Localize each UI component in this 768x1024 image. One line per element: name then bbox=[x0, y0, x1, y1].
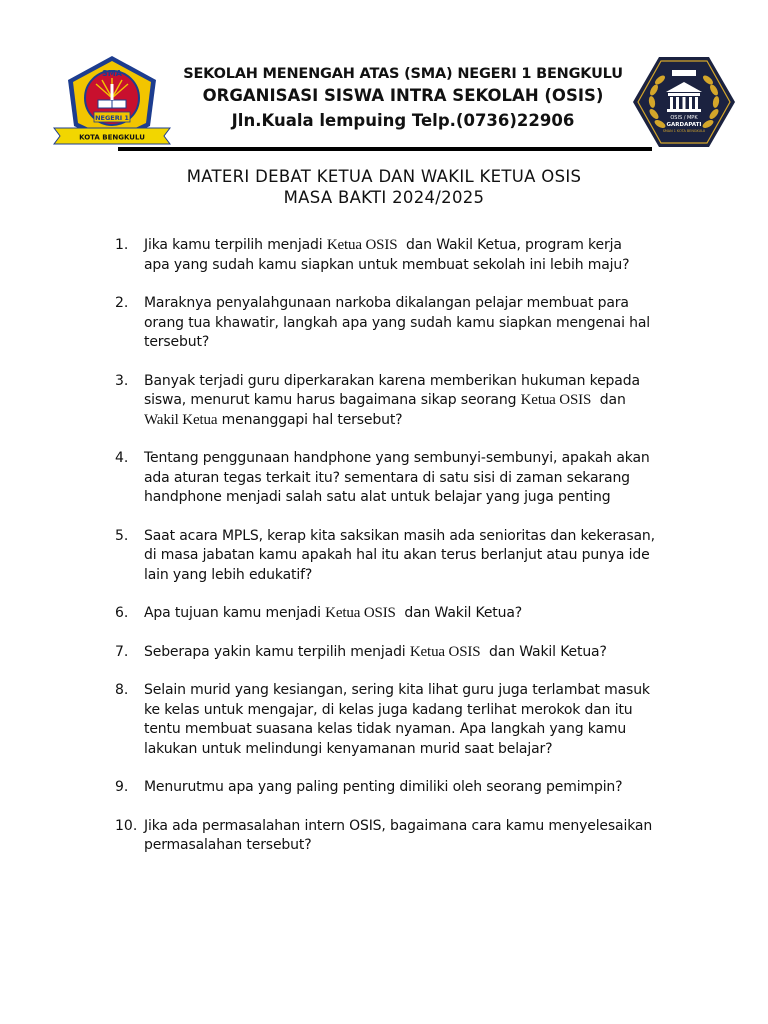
question-text-segment: dan bbox=[591, 392, 626, 408]
question-text-segment: ke kelas untuk mengajar, di kelas juga kadang terlihat merokok dan itu bbox=[144, 701, 633, 718]
question-text bbox=[144, 681, 654, 759]
question-text bbox=[144, 817, 654, 856]
question-line bbox=[144, 333, 654, 353]
question-item bbox=[0, 778, 768, 798]
question-number: 2. bbox=[115, 295, 129, 311]
question-number: 3. bbox=[115, 372, 129, 389]
question-line bbox=[144, 411, 654, 431]
question-line bbox=[144, 314, 654, 334]
sma-negeri-1-logo bbox=[52, 54, 174, 146]
letterhead bbox=[0, 0, 768, 160]
question-line bbox=[144, 546, 654, 566]
question-number: 1. bbox=[115, 237, 129, 253]
question-text-segment: lain yang lebih edukatif? bbox=[144, 566, 313, 583]
question-text bbox=[144, 372, 654, 431]
question-line bbox=[144, 681, 654, 701]
question-text-segment: Maraknya penyalahgunaan narkoba dikalangan pelajar membuat para bbox=[144, 295, 629, 311]
document-title bbox=[100, 166, 668, 208]
question-item bbox=[0, 236, 768, 275]
question-item bbox=[0, 527, 768, 586]
question-text-segment: Menurutmu apa yang paling penting dimiliki oleh seorang pemimpin? bbox=[144, 779, 623, 795]
document-title-line2: MASA BAKTI 2024/2025 bbox=[283, 188, 485, 207]
logo-left-ribbon-text: KOTA BENGKULU bbox=[79, 133, 145, 142]
question-text-segment: di masa jabatan kamu apakah hal itu akan terus berlanjut atau punya ide bbox=[144, 547, 650, 563]
question-line bbox=[144, 256, 654, 276]
question-line bbox=[144, 372, 654, 392]
letterhead-divider bbox=[118, 147, 652, 151]
question-line bbox=[144, 643, 654, 663]
question-term: Ketua OSIS bbox=[325, 605, 396, 621]
question-number: 4. bbox=[115, 450, 129, 466]
question-item bbox=[0, 372, 768, 431]
question-number: 9. bbox=[115, 779, 129, 795]
question-text-segment: lakukan untuk melindungi kenyamanan murid saat belajar? bbox=[144, 740, 553, 757]
organization-name: ORGANISASI SISWA INTRA SEKOLAH (OSIS) bbox=[202, 86, 604, 105]
question-line bbox=[144, 488, 654, 508]
question-text-segment: siswa, menurut kamu harus bagaimana sikap seorang bbox=[144, 392, 521, 408]
question-number: 8. bbox=[115, 682, 129, 698]
question-text bbox=[144, 449, 654, 508]
school-name: SEKOLAH MENENGAH ATAS (SMA) NEGERI 1 BENGKULU bbox=[183, 66, 623, 82]
question-line bbox=[144, 449, 654, 469]
question-text-segment: Selain murid yang kesiangan, sering kita lihat guru juga terlambat masuk bbox=[144, 682, 650, 698]
question-line bbox=[144, 527, 654, 547]
question-term: Ketua OSIS bbox=[409, 643, 481, 660]
logo-right-line1: OSIS / MPK bbox=[670, 115, 698, 121]
question-number: 5. bbox=[115, 527, 129, 544]
question-text bbox=[144, 604, 654, 624]
question-text-segment: dan Wakil Ketua, program kerja bbox=[397, 237, 622, 253]
question-line bbox=[144, 566, 654, 586]
question-text-segment: Apa tujuan kamu menjadi bbox=[144, 605, 326, 621]
question-line bbox=[144, 778, 654, 798]
question-item bbox=[0, 604, 768, 624]
question-text-segment: Tentang penggunaan handphone yang sembunyi-sembunyi, apakah akan bbox=[144, 450, 650, 466]
letterhead-text bbox=[178, 64, 628, 134]
logo-right-line2: GARDAPATI bbox=[666, 122, 702, 128]
question-text-segment: tentu membuat suasana kelas tidak nyaman. Apa langkah yang kamu bbox=[144, 721, 627, 737]
question-line bbox=[144, 740, 654, 760]
question-text-segment: tersebut? bbox=[144, 334, 210, 350]
question-term: Ketua OSIS bbox=[326, 237, 398, 253]
question-line bbox=[144, 469, 654, 489]
document-title-line1: MATERI DEBAT KETUA DAN WAKIL KETUA OSIS bbox=[186, 167, 582, 186]
question-number: 7. bbox=[115, 643, 129, 660]
question-item bbox=[0, 643, 768, 663]
question-text bbox=[144, 294, 654, 353]
question-term: Wakil Ketua bbox=[144, 411, 218, 428]
question-text-segment: Jika ada permasalahan intern OSIS, bagaimana cara kamu menyelesaikan bbox=[144, 817, 653, 834]
question-number: 10. bbox=[115, 817, 138, 834]
question-text-segment: dan Wakil Ketua? bbox=[395, 605, 523, 621]
question-item bbox=[0, 817, 768, 856]
question-list bbox=[0, 236, 768, 875]
logo-left-top-text: SMA bbox=[102, 69, 122, 78]
question-text-segment: ada aturan tegas terkait itu? sementara di satu sisi di zaman sekarang bbox=[144, 469, 630, 486]
question-line bbox=[144, 391, 654, 411]
question-line bbox=[144, 836, 654, 856]
school-address: Jln.Kuala lempuing Telp.(0736)22906 bbox=[231, 111, 575, 130]
question-item bbox=[0, 449, 768, 508]
question-line bbox=[144, 817, 654, 837]
question-item bbox=[0, 681, 768, 759]
question-number: 6. bbox=[115, 605, 129, 621]
logo-left-banner-text: NEGERI 1 bbox=[95, 114, 129, 122]
question-text-segment: dan Wakil Ketua? bbox=[480, 643, 607, 660]
question-text bbox=[144, 643, 654, 663]
question-item bbox=[0, 294, 768, 353]
question-line bbox=[144, 236, 654, 256]
question-text bbox=[144, 236, 654, 275]
question-line bbox=[144, 604, 654, 624]
question-line bbox=[144, 701, 654, 721]
logo-right-line3: SMAN 1 KOTA BENGKULU bbox=[662, 129, 706, 133]
question-text-segment: menanggapi hal tersebut? bbox=[217, 411, 403, 428]
question-term: Ketua OSIS bbox=[520, 392, 592, 408]
question-text bbox=[144, 527, 654, 586]
osis-mpk-logo bbox=[632, 56, 736, 148]
question-text-segment: permasalahan tersebut? bbox=[144, 837, 312, 853]
question-text-segment: Jika kamu terpilih menjadi bbox=[144, 237, 327, 253]
question-line bbox=[144, 294, 654, 314]
question-text-segment: Seberapa yakin kamu terpilih menjadi bbox=[144, 643, 410, 660]
question-text bbox=[144, 778, 654, 798]
question-text-segment: orang tua khawatir, langkah apa yang sudah kamu siapkan mengenai hal bbox=[144, 314, 651, 331]
question-line bbox=[144, 720, 654, 740]
question-text-segment: Saat acara MPLS, kerap kita saksikan masih ada senioritas dan kekerasan, bbox=[144, 527, 655, 544]
question-text-segment: apa yang sudah kamu siapkan untuk membuat sekolah ini lebih maju? bbox=[144, 256, 630, 273]
question-text-segment: Banyak terjadi guru diperkarakan karena memberikan hukuman kepada bbox=[144, 372, 640, 389]
question-text-segment: handphone menjadi salah satu alat untuk belajar yang juga penting bbox=[144, 489, 611, 505]
